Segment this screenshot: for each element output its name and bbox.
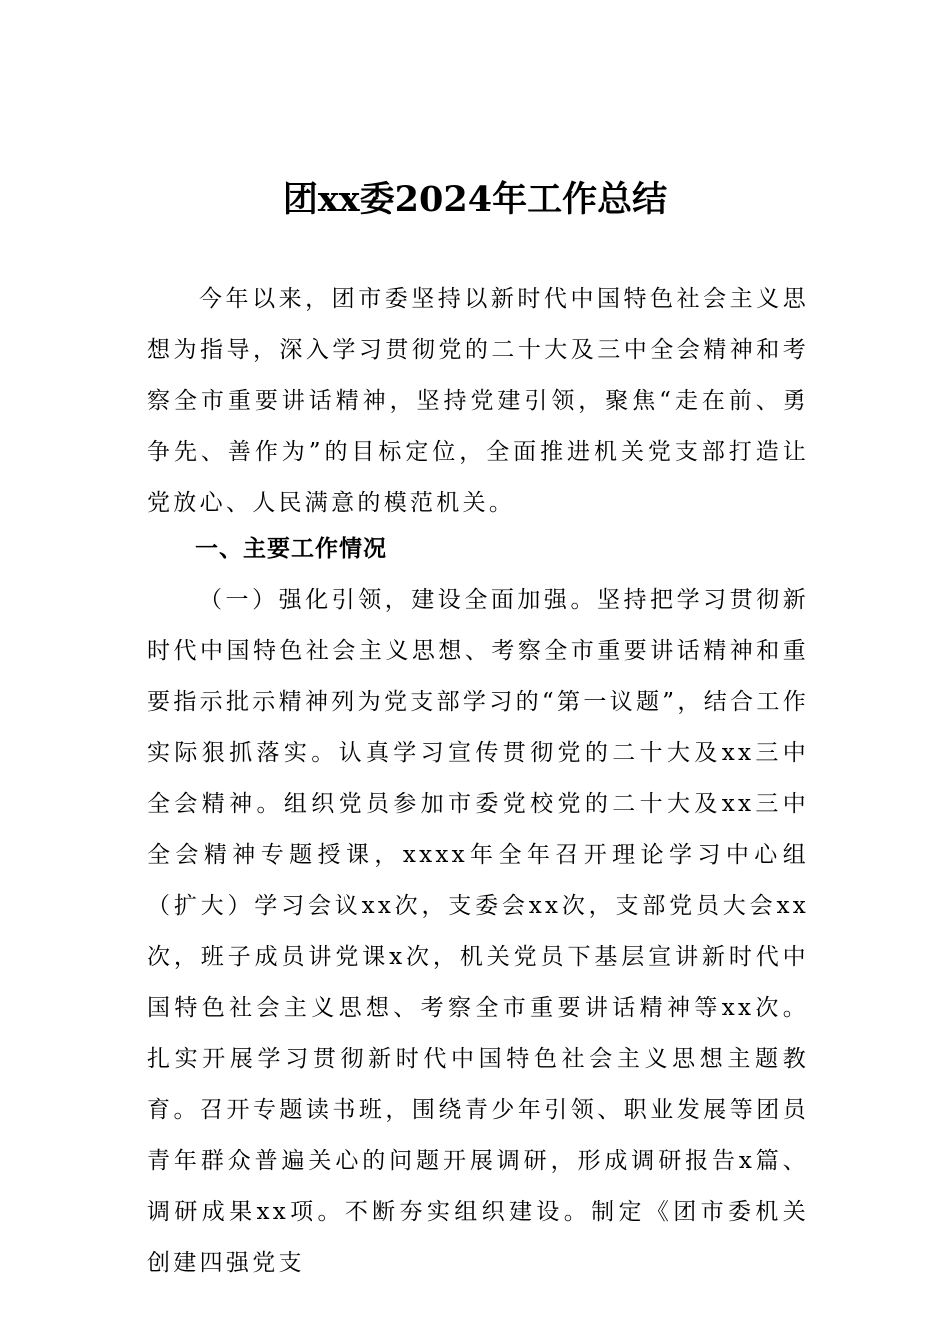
document-title: 团xx委2024年工作总结 [282, 179, 668, 220]
section1-paragraph: （一）强化引领，建设全面加强。坚持把学习贯彻新时代中国特色社会主义思想、考察全市重要讲话精神和重要指示批示精神列为党支部学习的“第一议题”，结合工作实际狠抓落实。认真学习宣传贯彻党的二十大及xx三中全会精神。组织党员参加市委党校党的二十大及xx三中全会精神专题授课，xxxx年全年召开理论学习中心组（扩大）学习会议xx次，支委会xx次，支部党员大会xx次，班子成员讲党课x次，机关党员下基层宣讲新时代中国特色社会主义思想、考察全市重要讲话精神等xx次。扎实开展学习贯彻新时代中国特色社会主义思想主题教育。召开专题读书班，围绕青少年引领、职业发展等团员青年群众普遍关心的问题开展调研，形成调研报告x篇、调研成果xx项。不断夯实组织建设。制定《团市委机关创建四强党支 [147, 587, 809, 1276]
intro-paragraph: 今年以来，团市委坚持以新时代中国特色社会主义思想为指导，深入学习贯彻党的二十大及三中全会精神和考察全市重要讲话精神，坚持党建引领，聚焦“走在前、勇争先、善作为”的目标定位，全面推进机关党支部打造让党放心、人民满意的模范机关。 [147, 286, 809, 516]
section-heading: 一、主要工作情况 [195, 536, 387, 562]
